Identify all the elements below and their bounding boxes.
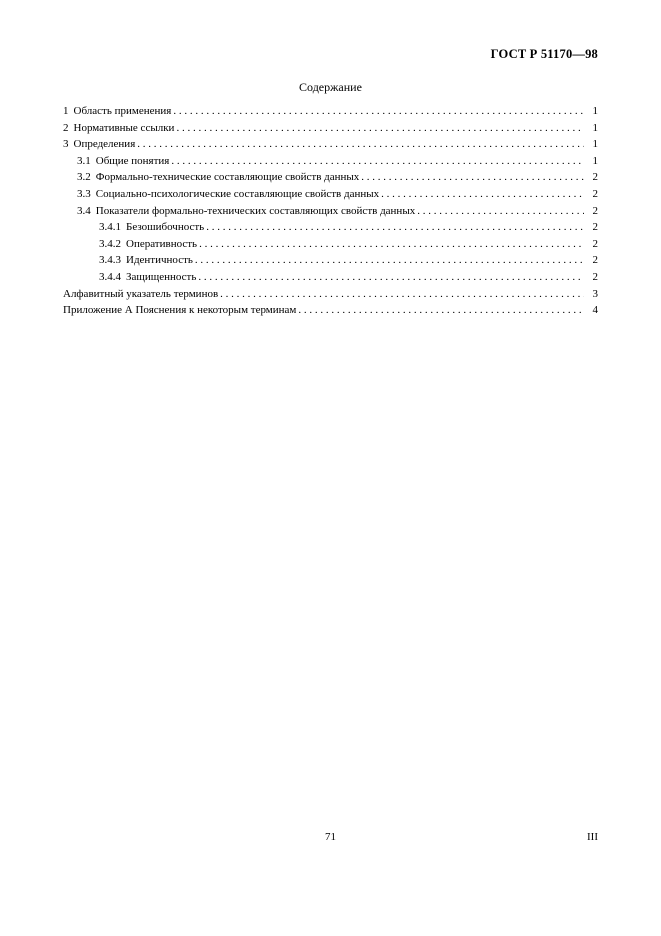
dot-leader <box>298 302 584 319</box>
toc-entry-page: 1 <box>592 105 598 117</box>
toc-entry-page: 3 <box>592 287 598 300</box>
toc-entry-text: Показатели формально-технических составляющих свойств данных <box>95 204 416 217</box>
table-of-contents <box>63 103 598 319</box>
toc-entry-3-4-1[interactable] <box>63 219 598 236</box>
toc-entry-appendix-a[interactable] <box>63 302 598 319</box>
document-code: ГОСТ Р 51170—98 <box>490 47 598 61</box>
dot-leader <box>195 252 584 269</box>
toc-entry-number: 3.4.2 <box>99 237 121 250</box>
dot-leader <box>417 203 584 220</box>
toc-entry-text: Оперативность <box>126 237 198 250</box>
toc-entry-page: 1 <box>592 154 598 167</box>
roman-page-number: III <box>587 831 598 843</box>
toc-entry-number: 1 <box>63 105 69 117</box>
toc-entry-page: 2 <box>592 171 598 184</box>
toc-entry-3-4-4[interactable] <box>63 269 598 286</box>
toc-entry-3-2[interactable] <box>63 169 598 186</box>
toc-entry-number: 3.3 <box>77 187 91 200</box>
toc-entry-text: Алфавитный указатель терминов <box>63 287 219 300</box>
dot-leader <box>361 169 584 186</box>
toc-entry-number: 3.4.4 <box>99 270 121 283</box>
toc-entry-1[interactable] <box>63 103 598 120</box>
toc-entry-3-4[interactable] <box>63 203 598 220</box>
dot-leader <box>220 286 584 303</box>
toc-entry-text: Защищенность <box>126 270 197 283</box>
toc-entry-text: Идентичность <box>126 254 193 267</box>
toc-entry-text: Определения <box>73 138 136 151</box>
toc-entry-page: 2 <box>592 254 598 267</box>
toc-entry-number: 2 <box>63 121 69 134</box>
toc-entry-text: Приложение А Пояснения к некоторым терминам <box>63 304 297 317</box>
toc-entry-text: Нормативные ссылки <box>73 121 175 134</box>
dot-leader <box>171 153 584 170</box>
dot-leader <box>137 136 584 153</box>
toc-entry-page: 2 <box>592 237 598 250</box>
toc-entry-number: 3.2 <box>77 171 91 184</box>
toc-entry-2[interactable] <box>63 120 598 137</box>
toc-entry-3-4-3[interactable] <box>63 252 598 269</box>
toc-entry-page: 2 <box>592 204 598 217</box>
toc-entry-text: Общие понятия <box>95 154 170 167</box>
toc-entry-page: 2 <box>592 221 598 234</box>
toc-entry-number: 3.1 <box>77 154 91 167</box>
page-number: 71 <box>325 831 336 843</box>
toc-entry-index[interactable] <box>63 286 598 303</box>
dot-leader <box>173 103 584 120</box>
dot-leader <box>206 219 584 236</box>
toc-entry-3-4-2[interactable] <box>63 236 598 253</box>
toc-entry-3-1[interactable] <box>63 153 598 170</box>
toc-entry-3[interactable] <box>63 136 598 153</box>
toc-entry-text: Безошибочность <box>126 221 205 234</box>
toc-entry-page: 1 <box>592 121 598 134</box>
dot-leader <box>199 236 584 253</box>
toc-entry-page: 2 <box>592 187 598 200</box>
toc-title: Содержание <box>299 80 362 94</box>
toc-entry-text: Формально-технические составляющие свойств данных <box>95 171 360 184</box>
toc-entry-page: 1 <box>592 138 598 151</box>
toc-entry-3-3[interactable] <box>63 186 598 203</box>
toc-entry-text: Социально-психологические составляющие свойств данных <box>95 187 380 200</box>
dot-leader <box>198 269 584 286</box>
toc-entry-page: 2 <box>592 270 598 283</box>
toc-entry-number: 3 <box>63 138 69 151</box>
toc-entry-text: Область применения <box>73 105 172 117</box>
dot-leader <box>176 120 584 137</box>
toc-entry-number: 3.4 <box>77 204 91 217</box>
toc-entry-page: 4 <box>592 304 598 317</box>
toc-entry-number: 3.4.3 <box>99 254 121 267</box>
dot-leader <box>381 186 584 203</box>
toc-entry-number: 3.4.1 <box>99 221 121 234</box>
